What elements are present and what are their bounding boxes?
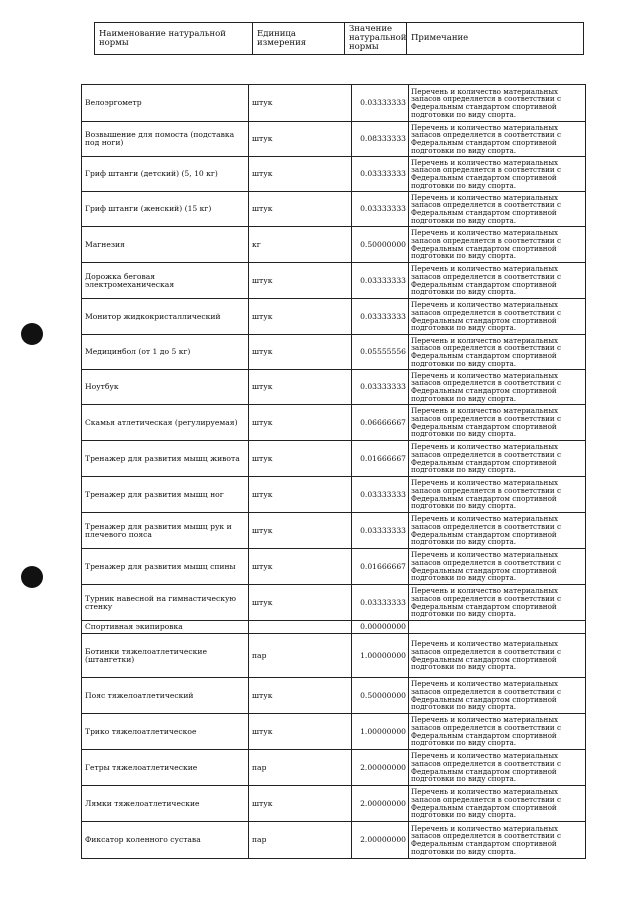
- item-name: Трико тяжелоатлетическое: [82, 714, 249, 750]
- item-unit: штук: [249, 513, 352, 549]
- item-value: 2.00000000: [352, 822, 409, 859]
- item-note: Перечень и количество материальных запасов определяется в соответствии с Федеральным стандартом спортивной подготовки по виду спорта.: [409, 157, 586, 192]
- norms-table: [81, 84, 586, 859]
- item-name: Велоэргометр: [82, 85, 249, 122]
- item-value: 0.03333333: [352, 263, 409, 299]
- item-value: 1.00000000: [352, 634, 409, 678]
- binder-hole-top: [21, 323, 43, 345]
- item-name: Лямки тяжелоатлетические: [82, 786, 249, 822]
- table-row: [82, 822, 586, 859]
- item-unit: штук: [249, 263, 352, 299]
- item-unit: пар: [249, 634, 352, 678]
- item-value: 0.06666667: [352, 405, 409, 441]
- item-value: 0.00000000: [352, 621, 409, 634]
- table-row: [82, 549, 586, 585]
- item-unit: штук: [249, 192, 352, 227]
- item-note: Перечень и количество материальных запасов определяется в соответствии с Федеральным стандартом спортивной подготовки по виду спорта.: [409, 786, 586, 822]
- item-unit: штук: [249, 678, 352, 714]
- header-note: Примечание: [407, 23, 584, 55]
- header-table: [94, 22, 584, 55]
- item-name: Ноутбук: [82, 370, 249, 405]
- table-row: [82, 227, 586, 263]
- item-note: Перечень и количество материальных запасов определяется в соответствии с Федеральным стандартом спортивной подготовки по виду спорта.: [409, 370, 586, 405]
- item-unit: штук: [249, 335, 352, 370]
- table-row: [82, 157, 586, 192]
- table-row: [82, 299, 586, 335]
- item-name: Гриф штанги (детский) (5, 10 кг): [82, 157, 249, 192]
- item-unit: штук: [249, 714, 352, 750]
- item-value: 0.03333333: [352, 585, 409, 621]
- item-value: 0.01666667: [352, 549, 409, 585]
- item-unit: штук: [249, 157, 352, 192]
- item-name: Спортивная экипировка: [82, 621, 249, 634]
- item-note: Перечень и количество материальных запасов определяется в соответствии с Федеральным стандартом спортивной подготовки по виду спорта.: [409, 441, 586, 477]
- table-row: [82, 122, 586, 157]
- item-name: Ботинки тяжелоатлетические (штангетки): [82, 634, 249, 678]
- item-value: 1.00000000: [352, 714, 409, 750]
- table-row: [82, 634, 586, 678]
- item-unit: штук: [249, 405, 352, 441]
- table-row: [82, 192, 586, 227]
- header-row: [95, 23, 584, 55]
- table-row: [82, 621, 586, 634]
- item-unit: штук: [249, 585, 352, 621]
- item-value: 0.03333333: [352, 513, 409, 549]
- table-row: [82, 85, 586, 122]
- item-unit: штук: [249, 122, 352, 157]
- item-name: Тренажер для развития мышц спины: [82, 549, 249, 585]
- item-note: Перечень и количество материальных запасов определяется в соответствии с Федеральным стандартом спортивной подготовки по виду спорта.: [409, 263, 586, 299]
- item-name: Фиксатор коленного сустава: [82, 822, 249, 859]
- item-name: Монитор жидкокристаллический: [82, 299, 249, 335]
- table-row: [82, 585, 586, 621]
- item-note: Перечень и количество материальных запасов определяется в соответствии с Федеральным стандартом спортивной подготовки по виду спорта.: [409, 585, 586, 621]
- item-note: Перечень и количество материальных запасов определяется в соответствии с Федеральным стандартом спортивной подготовки по виду спорта.: [409, 549, 586, 585]
- item-name: Скамья атлетическая (регулируемая): [82, 405, 249, 441]
- item-note: Перечень и количество материальных запасов определяется в соответствии с Федеральным стандартом спортивной подготовки по виду спорта.: [409, 405, 586, 441]
- table-row: [82, 678, 586, 714]
- item-unit: штук: [249, 370, 352, 405]
- header-value: Значение натуральной нормы: [345, 23, 407, 55]
- item-name: Магнезия: [82, 227, 249, 263]
- binder-hole-bottom: [21, 566, 43, 588]
- item-unit: штук: [249, 85, 352, 122]
- item-unit: пар: [249, 822, 352, 859]
- item-unit: штук: [249, 441, 352, 477]
- item-value: 0.01666667: [352, 441, 409, 477]
- item-unit: [249, 621, 352, 634]
- item-note: Перечень и количество материальных запасов определяется в соответствии с Федеральным стандартом спортивной подготовки по виду спорта.: [409, 678, 586, 714]
- item-value: 0.03333333: [352, 157, 409, 192]
- header-unit: Единица измерения: [253, 23, 345, 55]
- item-value: 0.03333333: [352, 477, 409, 513]
- item-unit: штук: [249, 786, 352, 822]
- table-row: [82, 441, 586, 477]
- item-unit: кг: [249, 227, 352, 263]
- item-value: 0.03333333: [352, 85, 409, 122]
- item-value: 0.03333333: [352, 299, 409, 335]
- item-name: Пояс тяжелоатлетический: [82, 678, 249, 714]
- item-note: Перечень и количество материальных запасов определяется в соответствии с Федеральным стандартом спортивной подготовки по виду спорта.: [409, 477, 586, 513]
- item-value: 2.00000000: [352, 750, 409, 786]
- item-note: Перечень и количество материальных запасов определяется в соответствии с Федеральным стандартом спортивной подготовки по виду спорта.: [409, 335, 586, 370]
- item-note: Перечень и количество материальных запасов определяется в соответствии с Федеральным стандартом спортивной подготовки по виду спорта.: [409, 122, 586, 157]
- item-note: Перечень и количество материальных запасов определяется в соответствии с Федеральным стандартом спортивной подготовки по виду спорта.: [409, 714, 586, 750]
- item-value: 0.50000000: [352, 678, 409, 714]
- item-value: 0.03333333: [352, 192, 409, 227]
- table-row: [82, 714, 586, 750]
- item-unit: штук: [249, 299, 352, 335]
- table-row: [82, 263, 586, 299]
- table-row: [82, 513, 586, 549]
- item-unit: штук: [249, 549, 352, 585]
- item-unit: пар: [249, 750, 352, 786]
- table-row: [82, 477, 586, 513]
- item-note: Перечень и количество материальных запасов определяется в соответствии с Федеральным стандартом спортивной подготовки по виду спорта.: [409, 227, 586, 263]
- item-value: 2.00000000: [352, 786, 409, 822]
- item-value: 0.05555556: [352, 335, 409, 370]
- item-value: 0.03333333: [352, 370, 409, 405]
- item-name: Возвышение для помоста (подставка под ноги): [82, 122, 249, 157]
- item-name: Тренажер для развития мышц ног: [82, 477, 249, 513]
- norms-table-body: [82, 85, 586, 859]
- item-name: Тренажер для развития мышц живота: [82, 441, 249, 477]
- table-row: [82, 370, 586, 405]
- item-name: Медицинбол (от 1 до 5 кг): [82, 335, 249, 370]
- table-row: [82, 786, 586, 822]
- item-note: [409, 621, 586, 634]
- header-name: Наименование натуральной нормы: [95, 23, 253, 55]
- item-note: Перечень и количество материальных запасов определяется в соответствии с Федеральным стандартом спортивной подготовки по виду спорта.: [409, 634, 586, 678]
- item-value: 0.08333333: [352, 122, 409, 157]
- item-name: Тренажер для развития мышц рук и плечевого пояса: [82, 513, 249, 549]
- table-row: [82, 335, 586, 370]
- item-note: Перечень и количество материальных запасов определяется в соответствии с Федеральным стандартом спортивной подготовки по виду спорта.: [409, 822, 586, 859]
- item-name: Турник навесной на гимнастическую стенку: [82, 585, 249, 621]
- item-note: Перечень и количество материальных запасов определяется в соответствии с Федеральным стандартом спортивной подготовки по виду спорта.: [409, 750, 586, 786]
- item-unit: штук: [249, 477, 352, 513]
- item-note: Перечень и количество материальных запасов определяется в соответствии с Федеральным стандартом спортивной подготовки по виду спорта.: [409, 299, 586, 335]
- item-name: Дорожка беговая электромеханическая: [82, 263, 249, 299]
- item-name: Гетры тяжелоатлетические: [82, 750, 249, 786]
- item-name: Гриф штанги (женский) (15 кг): [82, 192, 249, 227]
- table-row: [82, 750, 586, 786]
- item-note: Перечень и количество материальных запасов определяется в соответствии с Федеральным стандартом спортивной подготовки по виду спорта.: [409, 192, 586, 227]
- item-value: 0.50000000: [352, 227, 409, 263]
- table-row: [82, 405, 586, 441]
- item-note: Перечень и количество материальных запасов определяется в соответствии с Федеральным стандартом спортивной подготовки по виду спорта.: [409, 85, 586, 122]
- item-note: Перечень и количество материальных запасов определяется в соответствии с Федеральным стандартом спортивной подготовки по виду спорта.: [409, 513, 586, 549]
